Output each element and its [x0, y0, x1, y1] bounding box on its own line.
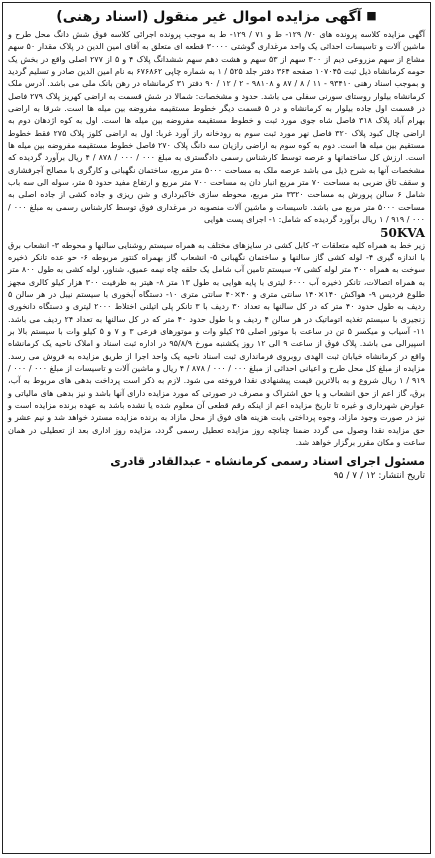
- issuer-signature: مسئول اجرای اسناد رسمی کرمانشاه - عبدالقادر قادری: [110, 454, 425, 469]
- spec-label: 50KVA: [380, 225, 425, 240]
- bullet-square-icon: ■: [366, 9, 377, 22]
- notice-title: [8, 6, 425, 27]
- notice-paragraph-1: آگهی مزایده کلاسه پرونده های ۷۰/ ۱۲۹- ط و ۷۱ / ۱۲۹- ط به موجب پرونده اجرائی کلاسه فوق شش دانگ محل طرح و ماشین آلات و تاسیسات احداثی یک واحد مرغداری گوشتی ۳۰۰۰۰ قطعه ای متعلق به آقای امین الدین در پلاک مقدار ۵۰ سهم مشاع از سهم مزروعی دیم از ۳۰۰ سهم از ۵۳ سهم و هشت دهم سهم ششدانگ پلاک ۴ و ۵ از ۲۷۷ اصلی واقع در بخش یک حومه کرمانشاه ذیل ثبت ۱۰۷۰۴۵ صفحه ۳۶۴ دفتر جلد ۵۲۵ / ۱ به شماره چاپی ۶۷۶۸۶۲ به نام امین الدین صادر و تسلیم گردید و بموجب اسناد رهنی ۹۳۴۱۰ - ۱۱ / ۸ / ۸۷ و ۹۸۱۰۸ - ۲ / ۱۲ / ۹۰ دفتر ۳۱ کرمانشاه در رهن بانک ملی می باشد. آدرس ملک کرمانشاه بیلوار روستای سورنی سفلی می باشد. حدود و مشخصات: شمالا در شش قسمت به اراضی کهریز پلاک ۲۷۹ فاصل در قسمت اول جاده بیلوار به کرمانشاه و در ۵ قسمت دیگر خطوط مستقیمه مفروضه بین میله ها است. شرقا به اراضی بهرام آباد پلاک ۳۱۸ فاصل شاه جوی مورد ثبت و خطوط مستقیمه مفروضه بین میله ها است. اول به کوه اژدهان دوم به اراضی چال کبود پلاک ۳۲۰ فاصل نهر مورد ثبت سوم به رودخانه راز آورد غربا: اول به اراضی کلوز پلاک ۲۷۵ فقط خطوط مستقیم بین میله ها است. دوم به کوه سوم به اراضی رازیان سه دانگ پلاک ۲۷۰ فاصل خطوط مستقیمه مفروضه بین میله ها است. ارزش کل ساختمانها و عرصه توسط کارشناس رسمی دادگستری به مبلغ ۰۰۰ / ۰۰۰ / ۸۷۸ / ۴ ریال برآورد گردیده که مشخصات آنها به شرح ذیل می باشد عرصه ملک به مساحت ۵۰۰۰ متر مربع، ساختمان نگهبانی و کارگری با مصالح آجرفشاری و سقف تاق ضربی به مساحت ۷۰ متر مربع انبار دان به مساحت ۷۰۰ متر مربع و ارتفاع مفید حدود ۵ متر، سوله الی سه باب شامل ۶ سالن پرورش به مساحت ۳۳۲۰ متر مربع، محوطه سازی خاکبرداری و شن ریزی و جاده کشی از جاده اصلی به مساحت ۵۰۰۰ متر مربع می باشد. تاسیسات و ماشین آلات منصوبه در مرغداری فوق توسط کارشناس رسمی به مبلغ ۰۰۰ / ۰۰۰ / ۹۱۹ / ۱ ریال برآورد گردیده که شامل: ۱- اجرای پست هوایی: [8, 30, 426, 225]
- notice-paragraph-2: زیر خط به همراه کلیه متعلقات ۲- کابل کشی در سایزهای مختلف به همراه سیستم روشنایی سالنها و محوطه ۳- انشعاب برق با اندازه گیری ۴- لوله کشی گاز سالنها و ساختمان نگهبانی ۵- انشعاب گاز بهمراه کنتور مربوطه ۶- حو عده تانکر ذخیره سوخت به همراه ۳۰۰ متر لوله کشی ۷- سیستم تامین آب شامل یک حلقه چاه نیمه عمیق، شناور، لوله کشی به طول ۸۰۰ متر به همراه اتصالات، تانکر ذخیره آب ۶۰۰۰ لیتری با پایه هوایی به طول ۱۳ متر ۸- هیتر به ظرفیت ۳۰۰ هزار کیلو کالری مجهز طلوع فردیس ۹- هواکش ۱۴۰×۱۴۰ سانتی متری و ۴۰×۴۰ سانتی متری ۱۰- دستگاه آبخوری با سیستم نیبل در هر سالن ۵ ردیف به طول حدود ۴۰ متر که در کل سالنها به تعداد ۳۰ ردیف با ۳ تانکر پلی اتیلنی اختلاط ۲۰۰۰ لیتری و دستگاه دانخوری زنجیری با سیستم تغذیه اتوماتیک در هر سالن ۴ ردیف و با طول حدود ۴۰ متر که در کل سالنها به تعداد ۲۴ ردیف می باشد. ۱۱- آسیاب و میکسر ۵ تن در ساعت با موتور اصلی ۲۵ کیلو وات و موتورهای فرعی ۳ و ۷ و ۵ کیلو وات با سیستم بالا بر اسپیرالی می باشد. پلاک فوق از ساعت ۹ الی ۱۲ روز یکشنبه مورخ ۹۵/۸/۹ در اداره ثبت اسناد و املاک ناحیه یک کرمانشاه واقع در کرمانشاه خیابان ثبت الهدی روبروی فرمانداری ثبت اسناد ناحیه یک واحد اجرا از طریق مزایده به فروش می رسد. مزایده از مبلغ کل محل طرح و اعیانی احداثی از مبلغ ۰۰۰ / ۰۰۰ / ۸۷۸ / ۴ ریال و ماشین آلات و تاسیسات از مبلغ ۰۰۰ / ۰۰۰ / ۹۱۹ / ۱ ریال شروع و به بالاترین قیمت پیشنهادی نقدا فروخته می شود. لازم به ذکر است پرداخت بدهی های مربوط به آب، برق، گاز اعم از حق انشعاب و یا حق اشتراک و مصرف در صورتی که مورد مزایده دارای آنها باشد و نیز بدهی های مالیاتی و عوارض شهرداری و غیره تا تاریخ مزایده اعم از اینکه رقم قطعی آن معلوم شده یا نشده باشد به عهده برنده مزایده است و نیز در صورت وجود مازاد، وجوه پرداختی بابت هزینه های فوق از محل مازاد به برنده مزایده مسترد خواهد شد و نیم عشر و حق مزایده نقدا وصول می گردد ضمنا چنانچه روز مزایده تعطیل رسمی گردد، مزایده روز اداری بعد از تعطیلی در همان ساعت و مکان مقرر برگزار خواهد شد.: [8, 240, 426, 447]
- notice-title-text: آگهی مزایده اموال غیر منقول (اسناد رهنی): [56, 9, 362, 25]
- publish-date: تاریخ انتشار: ۱۲ / ۷ / ۹۵: [333, 471, 425, 482]
- auction-notice: [2, 2, 431, 854]
